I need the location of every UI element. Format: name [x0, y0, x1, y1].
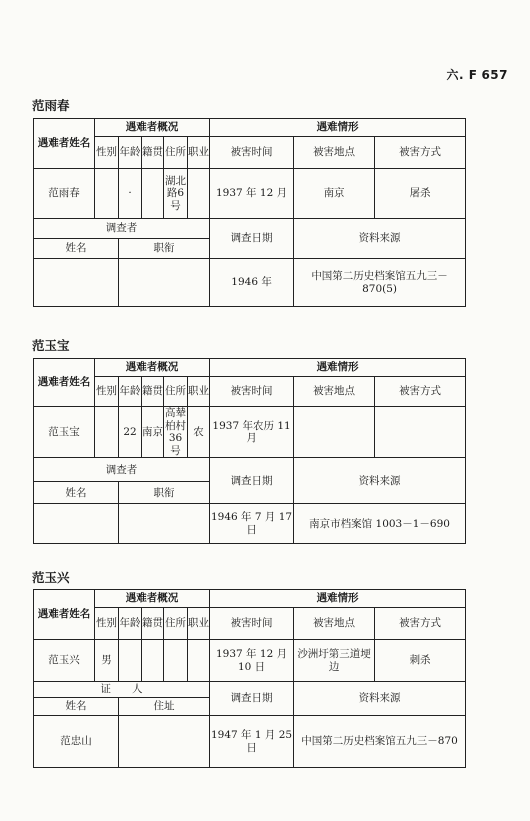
survey-date-header: 调查日期 — [210, 458, 294, 504]
name-header: 姓名 — [34, 698, 119, 716]
incident-time: 1937 年 12 月 — [210, 169, 294, 219]
victim-name-header: 遇难者姓名 — [34, 119, 95, 169]
time-header: 被害时间 — [210, 608, 294, 640]
victim-gender — [95, 407, 119, 458]
situation-header: 遇难情形 — [210, 119, 466, 137]
record-title: 范玉宝 — [32, 338, 70, 353]
witness-name: 范忠山 — [34, 716, 119, 768]
method-header: 被害方式 — [375, 137, 466, 169]
residence-header: 住所 — [164, 608, 188, 640]
residence-header: 住所 — [164, 137, 188, 169]
place-header: 被害地点 — [294, 377, 375, 407]
method-header: 被害方式 — [375, 377, 466, 407]
incident-place: 南京 — [294, 169, 375, 219]
victim-name-header: 遇难者姓名 — [34, 590, 95, 640]
occupation-header: 职业 — [188, 377, 210, 407]
method-header: 被害方式 — [375, 608, 466, 640]
gender-header: 性别 — [95, 137, 119, 169]
victim-residence: 高辇柏村36号 — [165, 407, 186, 457]
source-header: 资料来源 — [294, 682, 466, 716]
native-header: 籍贯 — [142, 377, 164, 407]
source-header: 资料来源 — [294, 219, 466, 259]
victim-age: · — [119, 169, 142, 219]
age-header: 年龄 — [119, 137, 142, 169]
address-header: 住址 — [119, 698, 210, 716]
investigator-name — [34, 504, 119, 544]
place-header: 被害地点 — [294, 137, 375, 169]
victim-residence — [164, 640, 188, 682]
source: 南京市档案馆 1003－1－690 — [294, 504, 466, 544]
investigator-title — [119, 259, 210, 307]
occupation-header: 职业 — [188, 137, 210, 169]
residence-header: 住所 — [164, 377, 188, 407]
victim-name: 范玉宝 — [34, 407, 95, 458]
survey-date-header: 调查日期 — [210, 219, 294, 259]
overview-header: 遇难者概况 — [95, 119, 210, 137]
native-header: 籍贯 — [142, 137, 164, 169]
investigator-title — [119, 504, 210, 544]
time-header: 被害时间 — [210, 377, 294, 407]
incident-method: 刺杀 — [375, 640, 466, 682]
survey-date: 1947 年 1 月 25 日 — [210, 716, 294, 768]
incident-place — [294, 407, 375, 458]
victim-residence: 湖北路6号 — [164, 169, 188, 219]
section-label: 六. F — [446, 68, 478, 82]
victim-gender — [95, 169, 119, 219]
witness-address — [119, 716, 210, 768]
name-header: 姓名 — [34, 482, 119, 504]
victim-occupation: 农 — [188, 407, 210, 458]
record-title: 范雨春 — [32, 98, 70, 113]
age-header: 年龄 — [119, 608, 142, 640]
victim-native — [142, 169, 164, 219]
gender-header: 性别 — [95, 608, 119, 640]
incident-time: 1937 年农历 11 月 — [210, 407, 294, 458]
title-header: 职衔 — [119, 482, 210, 504]
victim-native — [142, 640, 164, 682]
survey-date: 1946 年 — [210, 259, 294, 307]
name-header: 姓名 — [34, 239, 119, 259]
victim-occupation — [188, 640, 210, 682]
victim-age: 22 — [119, 407, 142, 458]
occupation-header: 职业 — [188, 608, 210, 640]
gender-header: 性别 — [95, 377, 119, 407]
victim-record-table — [33, 589, 466, 768]
incident-place: 沙洲圩第三道埂边 — [294, 640, 375, 682]
page-number: 657 — [481, 68, 508, 82]
victim-name: 范雨春 — [34, 169, 95, 219]
overview-header: 遇难者概况 — [95, 590, 210, 608]
record-title: 范玉兴 — [32, 570, 70, 585]
incident-time: 1937 年 12 月 10 日 — [210, 640, 294, 682]
page-header — [447, 66, 509, 83]
victim-name-header: 遇难者姓名 — [34, 359, 95, 407]
source: 中国第二历史档案馆五九三－870 — [294, 716, 466, 768]
witness-header: 证 人 — [34, 682, 210, 698]
native-header: 籍贯 — [142, 608, 164, 640]
investigator-header: 调查者 — [34, 458, 210, 482]
investigator-name — [34, 259, 119, 307]
title-header: 职衔 — [119, 239, 210, 259]
age-header: 年龄 — [119, 377, 142, 407]
incident-method — [375, 407, 466, 458]
victim-record-table — [33, 358, 466, 544]
incident-method: 屠杀 — [375, 169, 466, 219]
source: 中国第二历史档案馆五九三－870(5) — [294, 259, 466, 307]
survey-date: 1946 年 7 月 17 日 — [210, 504, 294, 544]
source-header: 资料来源 — [294, 458, 466, 504]
survey-date-header: 调查日期 — [210, 682, 294, 716]
victim-age — [119, 640, 142, 682]
time-header: 被害时间 — [210, 137, 294, 169]
victim-gender: 男 — [95, 640, 119, 682]
place-header: 被害地点 — [294, 608, 375, 640]
victim-record-table — [33, 118, 466, 307]
victim-name: 范玉兴 — [34, 640, 95, 682]
situation-header: 遇难情形 — [210, 590, 466, 608]
victim-native: 南京 — [142, 407, 164, 458]
overview-header: 遇难者概况 — [95, 359, 210, 377]
investigator-header: 调查者 — [34, 219, 210, 239]
victim-occupation — [188, 169, 210, 219]
situation-header: 遇难情形 — [210, 359, 466, 377]
